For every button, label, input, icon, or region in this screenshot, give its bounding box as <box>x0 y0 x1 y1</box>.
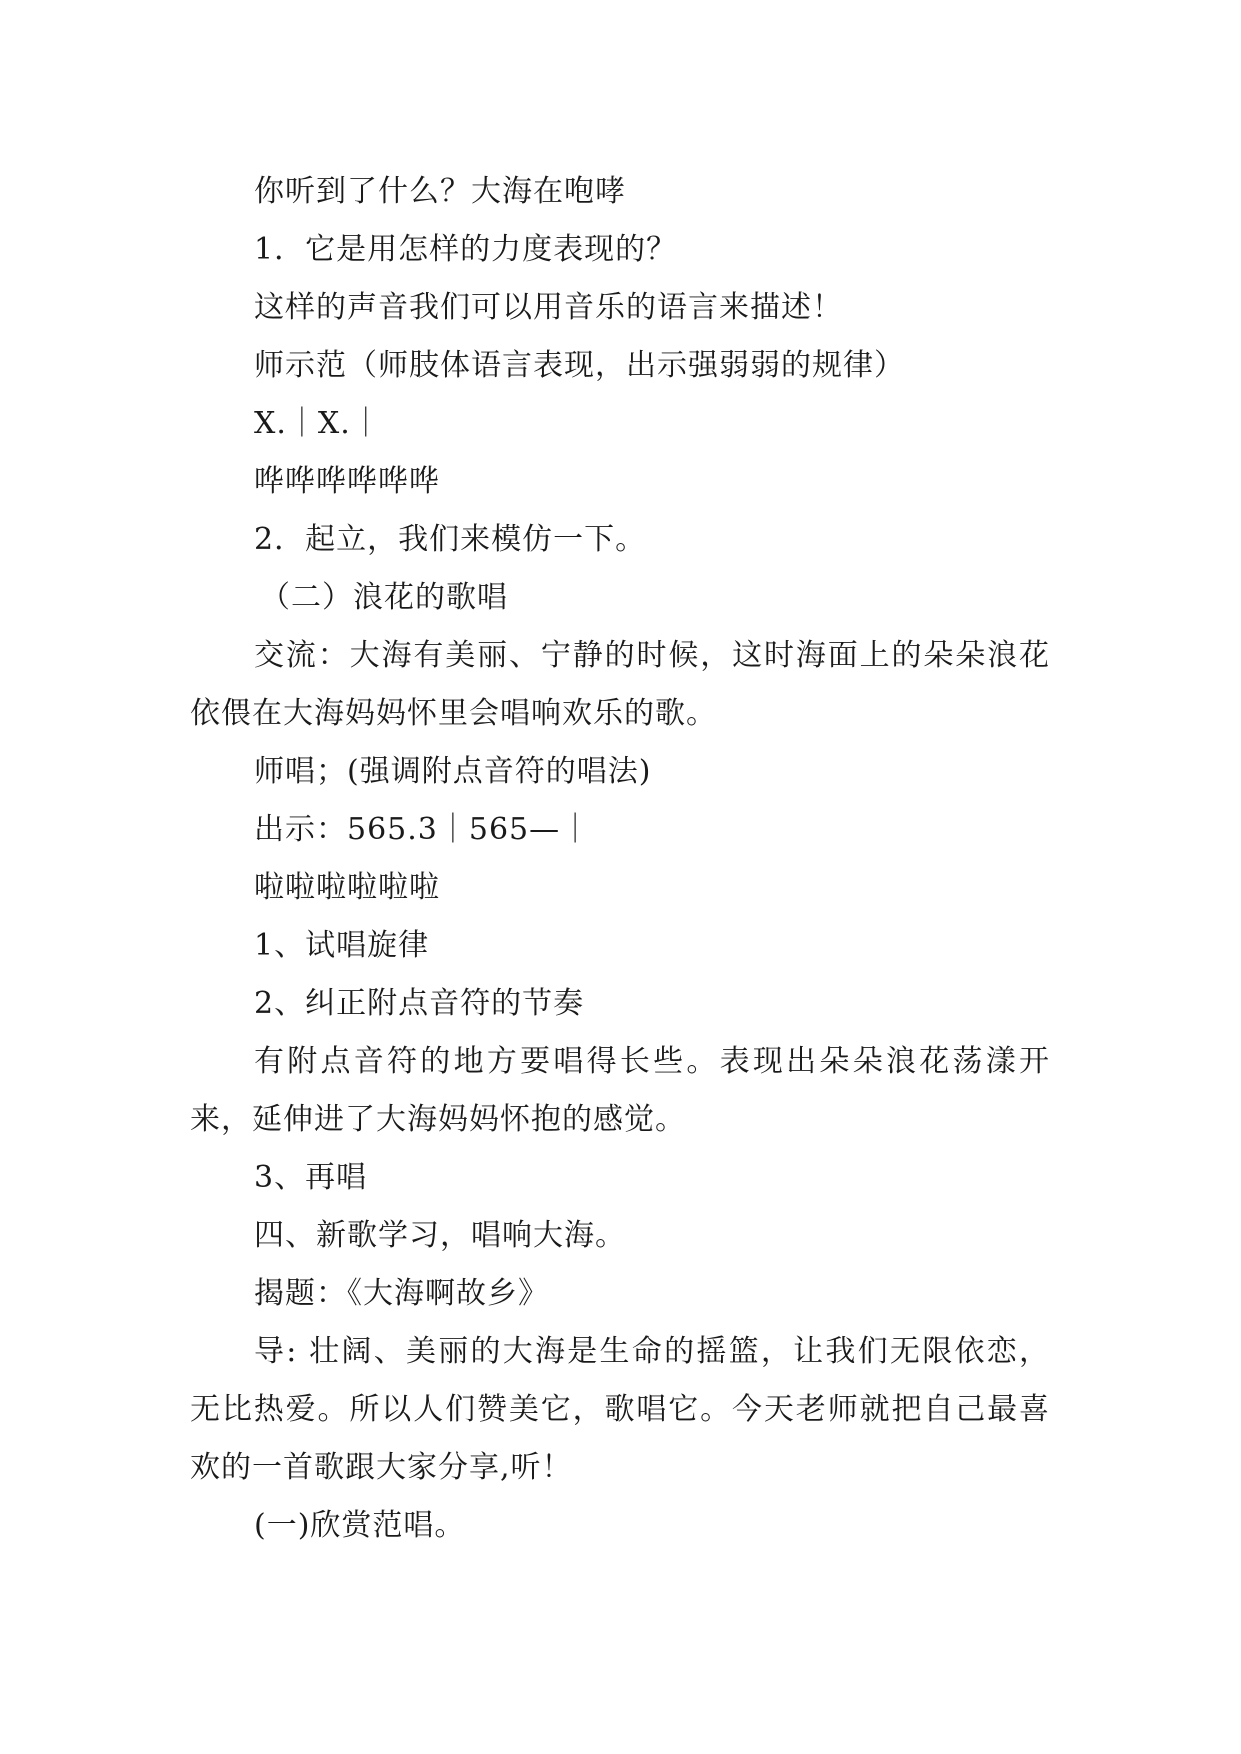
document-body <box>190 163 1050 1555</box>
paragraph-describe: 这样的声音我们可以用音乐的语言来描述！ <box>254 290 843 325</box>
paragraph-item-1: 1．它是用怎样的力度表现的？ <box>254 232 678 267</box>
paragraph-question: 你听到了什么？大海在咆哮 <box>254 174 626 209</box>
paragraph-rhythm: X.｜X.｜ <box>254 406 382 441</box>
paragraph-title-reveal: 揭题：《大海啊故乡》 <box>254 1276 549 1311</box>
paragraph-item-2: 2．起立，我们来模仿一下。 <box>254 522 647 557</box>
section-heading-new-song: 四、新歌学习，唱响大海。 <box>254 1218 626 1253</box>
paragraph-syllables: 哗哗哗哗哗哗 <box>254 464 440 499</box>
paragraph-step-3: 3、再唱 <box>254 1160 368 1195</box>
paragraph-appreciate: (一)欣赏范唱。 <box>254 1508 466 1543</box>
paragraph-la: 啦啦啦啦啦啦 <box>254 870 440 905</box>
paragraph-step-2: 2、纠正附点音符的节奏 <box>254 986 585 1021</box>
paragraph-dotted-note: 有附点音符的地方要唱得长些。表现出朵朵浪花荡漾开来，延伸进了大海妈妈怀抱的感觉。 <box>190 1044 1050 1137</box>
paragraph-show-melody: 出示：565.3｜565—｜ <box>254 812 592 847</box>
paragraph-intro: 导: 壮阔、美丽的大海是生命的摇篮，让我们无限依恋，无比热爱。所以人们赞美它，歌唱它。今天老师就把自己最喜欢的一首歌跟大家分享,听！ <box>190 1334 1050 1485</box>
section-heading: （二）浪花的歌唱 <box>260 580 508 615</box>
paragraph-exchange: 交流：大海有美丽、宁静的时候，这时海面上的朵朵浪花依偎在大海妈妈怀里会唱响欢乐的歌。 <box>190 638 1050 731</box>
paragraph-teacher-sings: 师唱；(强调附点音符的唱法) <box>254 754 652 789</box>
paragraph-demo: 师示范（师肢体语言表现，出示强弱弱的规律） <box>254 348 905 383</box>
paragraph-step-1: 1、试唱旋律 <box>254 928 430 963</box>
